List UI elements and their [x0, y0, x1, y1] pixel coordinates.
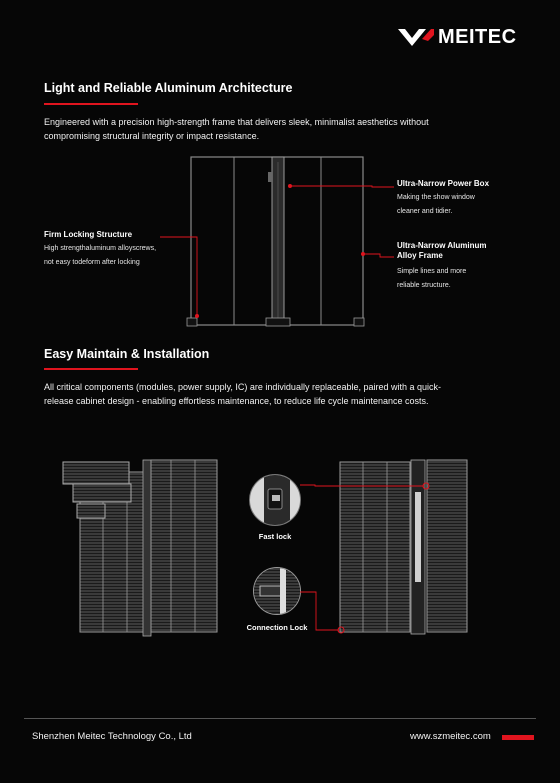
footer-company: Shenzhen Meitec Technology Co., Ltd [32, 731, 192, 742]
section2-title: Easy Maintain & Installation [44, 347, 210, 361]
section2-body [44, 380, 524, 408]
callout-locking-title: Firm Locking Structure [44, 230, 133, 239]
callout-powerbox-title: Ultra-Narrow Power Box [397, 179, 490, 188]
section2-body-line2: release cabinet design - enabling effortless maintenance, to reduce life cycle maintenance costs. [44, 396, 429, 406]
section1-body-line1: Engineered with a precision high-strength frame that delivers sleek, minimalist aesthetics without [44, 117, 429, 127]
section2-body-line1: All critical components (modules, power supply, IC) are individually replaceable, paired with a quick- [44, 382, 442, 392]
brand-name: MEITEC [438, 26, 517, 48]
callout-frame-line2: reliable structure. [397, 282, 451, 289]
footer-website[interactable]: www.szmeitec.com [410, 731, 491, 742]
callout-powerbox-line1: Making the show window [397, 194, 475, 201]
caption-fastlock: Fast lock [258, 532, 292, 541]
callout-locking-line2: not easy todeform after locking [44, 259, 140, 266]
section2-leader-lines [0, 440, 560, 660]
callout-frame-title-line2: Alloy Frame [397, 251, 443, 260]
callout-locking-line1: High strengthaluminum alloyscrews, [44, 245, 157, 252]
footer-divider [24, 718, 536, 719]
section1-body-line2: compromising structural integrity or impact resistance. [44, 131, 260, 141]
caption-connection: Connection Lock [246, 623, 308, 632]
section2-underline [44, 368, 138, 370]
footer-accent-bar [502, 735, 534, 740]
callout-frame-title-line1: Ultra-Narrow Aluminum [397, 241, 487, 250]
callout-frame-line1: Simple lines and more [397, 268, 467, 275]
callout-frame [397, 241, 547, 293]
section1-title: Light and Reliable Aluminum Architecture [44, 81, 293, 95]
callout-powerbox [397, 179, 547, 219]
callout-locking [44, 230, 194, 270]
callout-powerbox-line2: cleaner and tidier. [397, 208, 453, 215]
